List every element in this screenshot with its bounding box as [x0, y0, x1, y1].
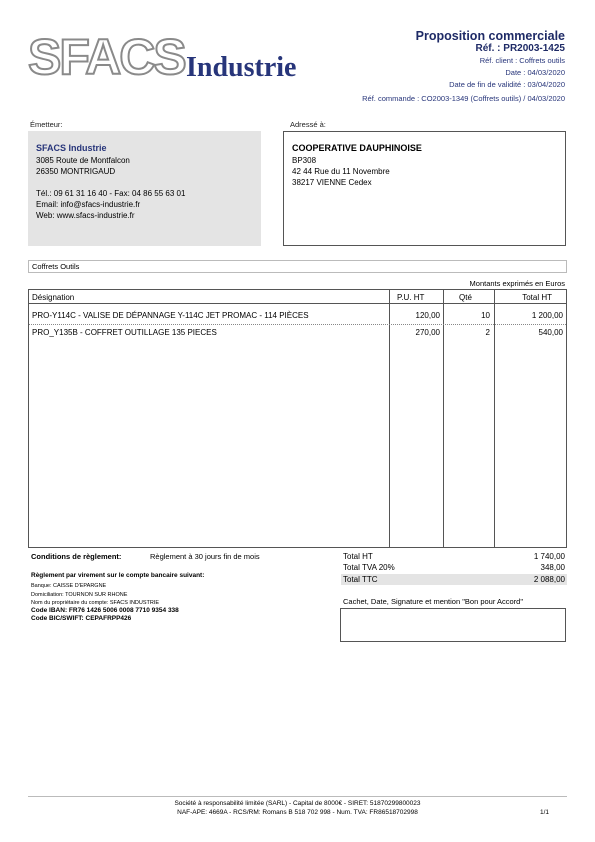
recipient-address-line3: 38217 VIENNE Cedex [292, 178, 372, 187]
logo-suffix: Industrie [186, 52, 297, 83]
header-quantity: Qté [459, 293, 472, 302]
header-designation: Désignation [32, 293, 75, 302]
row-separator [29, 324, 566, 325]
footer-legal-line1: Société à responsabilité limitée (SARL) - Capital de 8000€ - SIRET: 51870299800023 [174, 800, 421, 807]
order-reference: Réf. commande : CO2003-1349 (Coffrets outils) / 04/03/2020 [362, 94, 565, 103]
recipient-name: COOPERATIVE DAUPHINOISE [292, 143, 422, 153]
sender-email: Email: info@sfacs-industrie.fr [36, 200, 141, 209]
company-logo [28, 30, 318, 86]
total-tva-row [341, 563, 567, 573]
footer-legal-line2: NAF-APE: 4669A - RCS/RM: Romans B 518 702 998 - Num. TVA: FR86518702998 [177, 809, 418, 816]
total-ht-label: Total HT [343, 552, 373, 561]
document-date: Date : 04/03/2020 [505, 68, 565, 77]
total-tva-value: 348,00 [540, 563, 565, 572]
row2-quantity: 2 [485, 328, 490, 337]
validity-date: Date de fin de validité : 03/04/2020 [449, 80, 565, 89]
column-divider [494, 290, 495, 547]
column-divider [389, 290, 390, 547]
payment-conditions-label: Conditions de règlement: [31, 552, 122, 561]
row2-designation: PRO_Y135B - COFFRET OUTILLAGE 135 PIECES [32, 328, 217, 337]
iban-code: Code IBAN: FR76 1426 5006 0008 7710 9354 338 [31, 607, 179, 614]
sender-phone: Tél.: 09 61 31 16 40 - Fax: 04 86 55 63 01 [36, 189, 186, 198]
header-total: Total HT [522, 293, 552, 302]
totals-block [341, 552, 567, 586]
recipient-address-line1: BP308 [292, 156, 317, 165]
transfer-title: Règlement par virement sur le compte bancaire suivant: [31, 572, 205, 579]
row1-total: 1 200,00 [531, 311, 563, 320]
account-owner: Nom du propriétaire du compte: SFACS INDUSTRIE [31, 600, 160, 606]
total-ttc-label: Total TTC [343, 575, 378, 584]
page-number: 1/1 [540, 809, 550, 816]
recipient-box [283, 131, 566, 246]
row1-designation: PRO-Y114C - VALISE DE DÉPANNAGE Y-114C JET PROMAC - 114 PIÈCES [32, 311, 309, 320]
items-table [28, 289, 567, 548]
client-reference: Réf. client : Coffrets outils [479, 56, 565, 65]
bic-code: Code BIC/SWIFT: CEPAFRPP426 [31, 615, 132, 622]
sender-name: SFACS Industrie [36, 143, 107, 153]
sender-box [28, 131, 261, 246]
column-divider [443, 290, 444, 547]
row2-unit-price: 270,00 [415, 328, 440, 337]
logo-brand: SFACS [28, 29, 185, 85]
recipient-label: Adressé à: [290, 120, 326, 129]
row2-total: 540,00 [538, 328, 563, 337]
bank-name: Banque: CAISSE D'EPARGNE [31, 583, 107, 589]
document-title: Proposition commerciale [415, 29, 565, 43]
row1-quantity: 10 [481, 311, 490, 320]
payment-conditions-value: Règlement à 30 jours fin de mois [150, 552, 260, 561]
subject-bar: Coffrets Outils [28, 260, 567, 273]
sender-address-line1: 3085 Route de Montfalcon [36, 156, 130, 165]
bank-domiciliation: Domiciliation: TOURNON SUR RHONE [31, 592, 128, 598]
recipient-address-line2: 42 44 Rue du 11 Novembre [292, 167, 390, 176]
signature-label: Cachet, Date, Signature et mention "Bon pour Accord" [343, 597, 524, 606]
signature-box [340, 608, 566, 642]
total-tva-label: Total TVA 20% [343, 563, 395, 572]
currency-note: Montants exprimés en Euros [469, 279, 565, 288]
document-reference: Réf. : PR2003-1425 [475, 43, 565, 54]
total-ttc-value: 2 088,00 [533, 575, 565, 584]
row1-unit-price: 120,00 [415, 311, 440, 320]
total-ht-value: 1 740,00 [533, 552, 565, 561]
footer-divider [28, 796, 567, 797]
total-ht-row [341, 552, 567, 562]
sender-address-line2: 26350 MONTRIGAUD [36, 167, 116, 176]
sender-web: Web: www.sfacs-industrie.fr [36, 211, 135, 220]
total-ttc-row [341, 574, 567, 585]
header-unit-price: P.U. HT [397, 293, 425, 302]
sender-label: Émetteur: [30, 120, 63, 129]
table-header-row [29, 290, 566, 304]
